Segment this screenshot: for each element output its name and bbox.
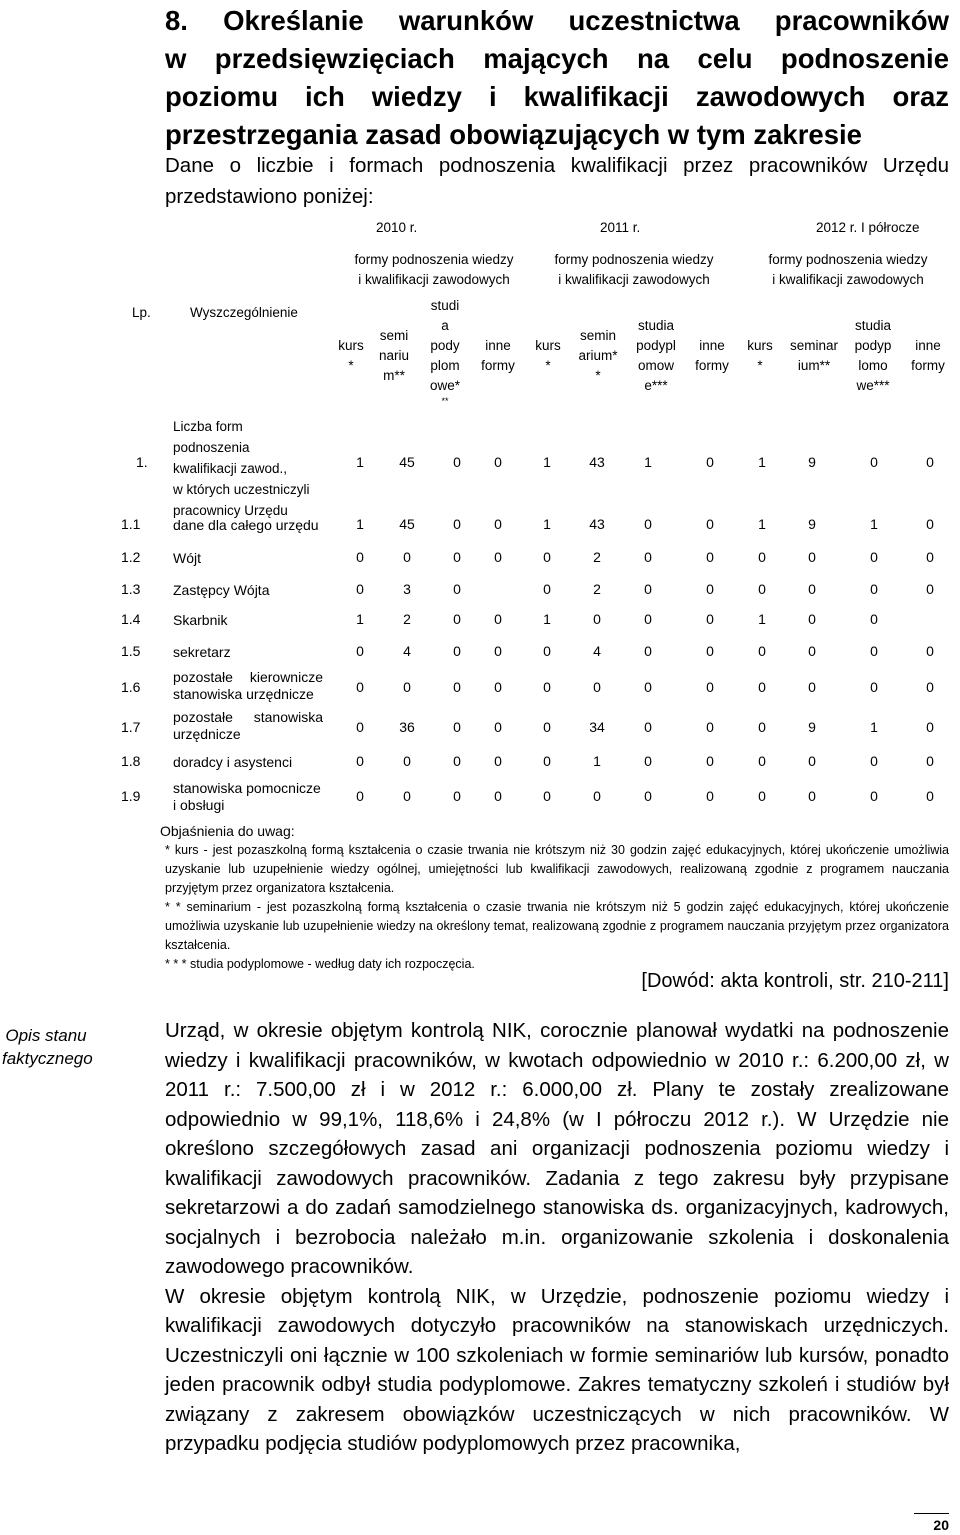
- row-label-line: stanowiska pomocnicze: [173, 780, 321, 796]
- table-cell: 0: [926, 753, 934, 769]
- row-label-line: Wójt: [173, 550, 201, 566]
- table-cell: 34: [589, 719, 605, 735]
- row-label: [173, 517, 323, 534]
- table-cell: 1: [543, 611, 551, 627]
- table-cell: 4: [403, 643, 411, 659]
- table-cell: 0: [453, 611, 461, 627]
- subheader-line: formy: [695, 358, 729, 373]
- table-cell: 0: [403, 788, 411, 804]
- table-cell: 0: [543, 549, 551, 565]
- page-number-rule: [914, 1513, 949, 1514]
- subheader-line: *: [545, 358, 551, 373]
- group-header-line: i kwalifikacji zawodowych: [772, 272, 924, 287]
- table-cell: 0: [453, 719, 461, 735]
- subheader-line: formy: [481, 358, 515, 373]
- subheader-line: semin: [579, 328, 616, 343]
- heading-line: w przedsięwzięciach mających na celu podnoszenie: [165, 43, 949, 74]
- table-cell: 0: [494, 611, 502, 627]
- table-cell: 0: [706, 611, 714, 627]
- table-cell: 0: [926, 454, 934, 470]
- table-cell: 2: [593, 581, 601, 597]
- evidence-reference: [Dowód: akta kontroli, str. 210-211]: [641, 970, 949, 992]
- row-label: [173, 612, 323, 629]
- row-label: [173, 780, 323, 814]
- table-cell: 0: [644, 788, 652, 804]
- table-cell: 0: [494, 516, 502, 532]
- row-label-line: stanowiska urzędnicze: [173, 686, 314, 702]
- row-number: 1.5: [121, 643, 141, 659]
- subheader-line: studia: [637, 318, 675, 333]
- table-cell: 0: [494, 643, 502, 659]
- row-label-line: Zastępcy Wójta: [173, 582, 270, 598]
- table-cell: 0: [644, 549, 652, 565]
- table-cell: 1: [356, 454, 364, 470]
- table-cell: 0: [644, 719, 652, 735]
- table-cell: 0: [870, 679, 878, 695]
- table-cell: 0: [706, 581, 714, 597]
- group-header-2012: [750, 250, 946, 290]
- table-cell: 0: [543, 719, 551, 735]
- notes-section: [160, 822, 949, 974]
- row-label-line: sekretarz: [173, 644, 231, 660]
- subheader-line: podyp: [854, 338, 892, 353]
- table-cell: 1: [593, 753, 601, 769]
- side-label: [2, 1024, 93, 1070]
- table-cell: 0: [453, 643, 461, 659]
- table-cell: 1: [870, 719, 878, 735]
- table-cell: 0: [808, 753, 816, 769]
- subheader-line: *: [595, 368, 601, 383]
- subheader-line: omow: [637, 358, 674, 373]
- row-label-line: doradcy i asystenci: [173, 754, 293, 770]
- subheader-line: pody: [430, 338, 460, 353]
- section-heading: [165, 2, 949, 154]
- table-cell: 1: [356, 516, 364, 532]
- group-header-2010: [336, 250, 532, 290]
- table-cell: 0: [926, 788, 934, 804]
- table-cell: 0: [453, 679, 461, 695]
- table-cell: 0: [758, 643, 766, 659]
- table-cell: 0: [494, 719, 502, 735]
- intro-line: przedstawiono poniżej:: [165, 185, 374, 208]
- table-cell: 43: [589, 516, 605, 532]
- note-studia: * * * studia podyplomowe - według daty ich rozpoczęcia.: [165, 957, 475, 971]
- table-cell: 0: [758, 549, 766, 565]
- table-cell: 0: [706, 454, 714, 470]
- table-cell: 4: [593, 643, 601, 659]
- subheader-studia-2011: [628, 316, 684, 396]
- table-cell: 3: [403, 581, 411, 597]
- row-label-line: urzędnicze: [173, 726, 241, 742]
- table-cell: 0: [758, 679, 766, 695]
- year-2010: 2010 r.: [376, 220, 418, 235]
- table-cell: 0: [870, 753, 878, 769]
- intro-paragraph: [165, 150, 949, 212]
- table-cell: 1: [543, 454, 551, 470]
- table-cell: 0: [543, 679, 551, 695]
- subheader-seminarium-2011: [572, 326, 624, 386]
- subheader-line: arium*: [578, 348, 618, 363]
- table-cell: 0: [644, 611, 652, 627]
- table-cell: 0: [926, 581, 934, 597]
- table-cell: 36: [399, 719, 415, 735]
- table-cell: 1: [356, 611, 364, 627]
- table-cell: 2: [403, 611, 411, 627]
- subheader-inne-2010: [478, 336, 518, 376]
- subheader-line: ium**: [797, 358, 831, 373]
- subheader-line: semi: [379, 328, 409, 343]
- table-cell: 0: [808, 643, 816, 659]
- group-header-line: formy podnoszenia wiedzy: [554, 252, 714, 267]
- subheader-studia-2010: [425, 296, 465, 406]
- heading-line: 8. Określanie warunków uczestnictwa pracowników: [165, 5, 949, 36]
- table-cell: 0: [870, 549, 878, 565]
- row-label: [173, 709, 323, 743]
- subheader-kurs-2011: [533, 336, 563, 376]
- group-header-line: i kwalifikacji zawodowych: [358, 272, 510, 287]
- group-header-line: formy podnoszenia wiedzy: [768, 252, 928, 267]
- row-label-line: Skarbnik: [173, 612, 228, 628]
- row-label: [173, 550, 323, 567]
- table-cell: 0: [453, 788, 461, 804]
- subheader-line: podypl: [636, 338, 676, 353]
- table-cell: 0: [356, 719, 364, 735]
- table-cell: 1: [758, 516, 766, 532]
- table-cell: 0: [403, 549, 411, 565]
- subheader-line: studi: [430, 298, 460, 313]
- subheader-line: kurs: [747, 338, 773, 353]
- table-cell: 0: [644, 516, 652, 532]
- table-cell: 0: [593, 788, 601, 804]
- table-cell: 0: [758, 719, 766, 735]
- group-header-line: formy podnoszenia wiedzy: [354, 252, 514, 267]
- subheader-seminarium-2012: [785, 336, 843, 376]
- table-cell: 0: [494, 549, 502, 565]
- row-label-line: Liczba form: [173, 419, 243, 434]
- subheader-line: kurs: [535, 338, 561, 353]
- table-cell: 0: [926, 516, 934, 532]
- table-cell: 2: [593, 549, 601, 565]
- table-cell: 0: [494, 753, 502, 769]
- row-label-line: pracownicy Urzędu: [173, 503, 288, 518]
- col-description-header: Wyszczególnienie: [190, 305, 298, 320]
- row-number: 1.: [136, 454, 148, 470]
- table-cell: 9: [808, 719, 816, 735]
- year-2012: 2012 r. I półrocze: [816, 220, 920, 235]
- table-cell: 1: [870, 516, 878, 532]
- table-cell: 0: [644, 753, 652, 769]
- table-cell: 0: [543, 581, 551, 597]
- table-cell: 45: [399, 516, 415, 532]
- subheader-line: formy: [911, 358, 945, 373]
- subheader-inne-2011: [690, 336, 734, 376]
- subheader-line: kurs: [338, 338, 364, 353]
- row-label-line: kwalifikacji zawod.,: [173, 461, 288, 476]
- row-label: [173, 669, 323, 703]
- table-cell: 0: [706, 719, 714, 735]
- table-cell: 0: [356, 643, 364, 659]
- row-label-line: w których uczestniczyli: [173, 482, 310, 497]
- body-paragraph: W okresie objętym kontrolą NIK, w Urzędzie, podnoszenie poziomu wiedzy i kwalifikacji zawodowych dotyczyło pracowników na stanowiskach urzędniczych. Uczestniczyli oni łącznie w 100 szkoleniach w formie seminariów lub kursów, ponadto jeden pracownik odbył studia podyplomowe. Zakres tematyczny szkoleń i studiów był związany z zakresem obowiązków uczestniczących w nich pracowników. W przypadku podjęcia studiów podyplomowych przez pracownika,: [165, 1284, 949, 1455]
- subheader-line: e***: [644, 378, 668, 393]
- col-lp-header: Lp.: [132, 305, 151, 320]
- table-cell: 0: [706, 679, 714, 695]
- table-cell: 0: [356, 753, 364, 769]
- table-cell: 0: [494, 679, 502, 695]
- table-cell: 0: [758, 753, 766, 769]
- subheader-kurs-2012: [745, 336, 775, 376]
- subheader-seminarium-2010: [374, 326, 414, 386]
- subheader-line: *: [757, 358, 763, 373]
- subheader-studia-2012: [848, 316, 898, 396]
- table-cell: 0: [870, 581, 878, 597]
- table-cell: 0: [543, 643, 551, 659]
- table-cell: 0: [870, 611, 878, 627]
- row-label: [173, 582, 323, 599]
- table-cell: 0: [593, 679, 601, 695]
- group-header-line: i kwalifikacji zawodowych: [558, 272, 710, 287]
- table-cell: 0: [870, 643, 878, 659]
- subheader-line: owe*: [429, 378, 461, 393]
- table-cell: 0: [453, 454, 461, 470]
- row-label-line: pozostałe stanowiska: [173, 709, 323, 725]
- subheader-line: seminar: [789, 338, 838, 353]
- intro-line: Dane o liczbie i formach podnoszenia kwalifikacji przez pracowników Urzędu: [165, 154, 949, 177]
- subheader-line: inne: [915, 338, 941, 353]
- subheader-line: lomo: [858, 358, 888, 373]
- table-cell: 0: [453, 549, 461, 565]
- table-cell: 0: [808, 788, 816, 804]
- table-cell: 0: [356, 549, 364, 565]
- table-cell: 0: [706, 643, 714, 659]
- row-number: 1.4: [121, 611, 141, 627]
- table-cell: 0: [706, 549, 714, 565]
- table-cell: 0: [453, 516, 461, 532]
- table-cell: 0: [453, 753, 461, 769]
- table-cell: 0: [706, 788, 714, 804]
- table-cell: 0: [356, 581, 364, 597]
- table-cell: 0: [758, 581, 766, 597]
- table-cell: 1: [644, 454, 652, 470]
- row-label: [173, 416, 323, 521]
- table-cell: 0: [644, 581, 652, 597]
- note-seminarium: * * seminarium - jest pozaszkolną formą kształcenia o czasie trwania nie krótszym niż 5 godzin zajęć edukacyjnych, której ukończenie umożliwia uzyskanie lub uzupełnienie wiedzy na określony temat, realizowaną zgodnie z programem nauczania przyjętym przez organizatora kształcenia.: [165, 900, 949, 952]
- row-label-line: i obsługi: [173, 797, 225, 813]
- table-cell: 0: [453, 581, 461, 597]
- side-label-line: Opis stanu: [5, 1026, 87, 1045]
- table-cell: 45: [399, 454, 415, 470]
- row-number: 1.2: [121, 549, 141, 565]
- row-label-line: pozostałe kierownicze: [173, 669, 323, 685]
- side-label-line: faktycznego: [2, 1049, 93, 1068]
- table-cell: 9: [808, 454, 816, 470]
- table-cell: 0: [808, 549, 816, 565]
- table-cell: 0: [494, 454, 502, 470]
- row-number: 1.3: [121, 581, 141, 597]
- table-cell: 1: [758, 454, 766, 470]
- table-cell: 0: [926, 549, 934, 565]
- table-cell: 0: [706, 753, 714, 769]
- table-cell: 0: [356, 679, 364, 695]
- row-label-line: podnoszenia: [173, 440, 250, 455]
- table-cell: 0: [870, 788, 878, 804]
- notes-title: Objaśnienia do uwag:: [160, 823, 295, 839]
- table-cell: 0: [808, 611, 816, 627]
- table-cell: 9: [808, 516, 816, 532]
- table-cell: 0: [808, 581, 816, 597]
- row-label-line: dane dla całego urzędu: [173, 517, 319, 533]
- subheader-line: plom: [430, 358, 460, 373]
- row-number: 1.6: [121, 679, 141, 695]
- table-cell: 43: [589, 454, 605, 470]
- table-cell: 0: [403, 679, 411, 695]
- subheader-line: we***: [856, 378, 890, 393]
- year-2011: 2011 r.: [600, 220, 641, 235]
- subheader-line: m**: [383, 368, 405, 383]
- subheader-line: inne: [485, 338, 511, 353]
- subheader-line: studia: [854, 318, 892, 333]
- row-label: [173, 644, 323, 661]
- heading-line: poziomu ich wiedzy i kwalifikacji zawodowych oraz: [165, 81, 949, 112]
- subheader-line: inne: [699, 338, 725, 353]
- subheader-line: *: [348, 358, 354, 373]
- table-cell: 0: [356, 788, 364, 804]
- table-cell: 0: [926, 643, 934, 659]
- table-cell: 0: [926, 679, 934, 695]
- subheader-inne-2012: [906, 336, 950, 376]
- table-cell: 0: [644, 643, 652, 659]
- table-cell: 1: [543, 516, 551, 532]
- table-cell: 0: [403, 753, 411, 769]
- subheader-kurs-2010: [336, 336, 366, 376]
- table-cell: 0: [494, 788, 502, 804]
- table-cell: 0: [543, 788, 551, 804]
- table-cell: 0: [644, 679, 652, 695]
- row-number: 1.1: [121, 516, 141, 532]
- row-number: 1.7: [121, 719, 141, 735]
- table-cell: 0: [926, 719, 934, 735]
- subheader-line: a: [441, 318, 449, 333]
- body-text: [165, 1016, 949, 1459]
- body-paragraph: Urząd, w okresie objętym kontrolą NIK, corocznie planował wydatki na podnoszenie wiedzy i kwalifikacji pracowników, w kwotach odpowiednio w 2010 r.: 6.200,00 zł, w 2011 r.: 7.500,00 zł i w 2012 r.: 6.000,00 zł. Plany te zostały zrealizowane odpowiednio w 99,1%, 118,6% i 24,8% (w I półroczu 2012 r.). W Urzędzie nie określono szczegółowych zasad ani organizacji podnoszenia poziomu wiedzy i kwalifikacji zawodowych pracowników. Zadania z tego zakresu były przypisane sekretarzowi a do zadań samodzielnego stanowiska ds. organizacyjnych, kadrowych, socjalnych i bezrobocia należało m.in. organizowanie szkolenia i doskonalenia zawodowego pracowników.: [165, 1019, 949, 1278]
- row-number: 1.9: [121, 788, 141, 804]
- table-cell: 0: [758, 788, 766, 804]
- table-cell: 0: [593, 611, 601, 627]
- note-kurs: * kurs - jest pozaszkolną formą kształcenia o czasie trwania nie krótszym niż 30 godzin zajęć edukacyjnych, której ukończenie umożliwia uzyskanie lub uzupełnienie wiedzy ogólnej, umiejętności lub kwalifikacji zawodowych, realizowaną zgodnie z programem nauczania przyjętym przez organizatora kształcenia.: [165, 843, 949, 895]
- table-cell: 0: [706, 516, 714, 532]
- heading-line: przestrzegania zasad obowiązujących w tym zakresie: [165, 119, 862, 150]
- table-cell: 0: [543, 753, 551, 769]
- table-cell: 1: [758, 611, 766, 627]
- subheader-line: nariu: [378, 348, 410, 363]
- row-label: [173, 754, 323, 771]
- group-header-2011: [536, 250, 732, 290]
- page-number: 20: [933, 1517, 949, 1533]
- table-cell: 0: [870, 454, 878, 470]
- row-number: 1.8: [121, 753, 141, 769]
- table-cell: 0: [808, 679, 816, 695]
- subheader-line: **: [441, 396, 449, 406]
